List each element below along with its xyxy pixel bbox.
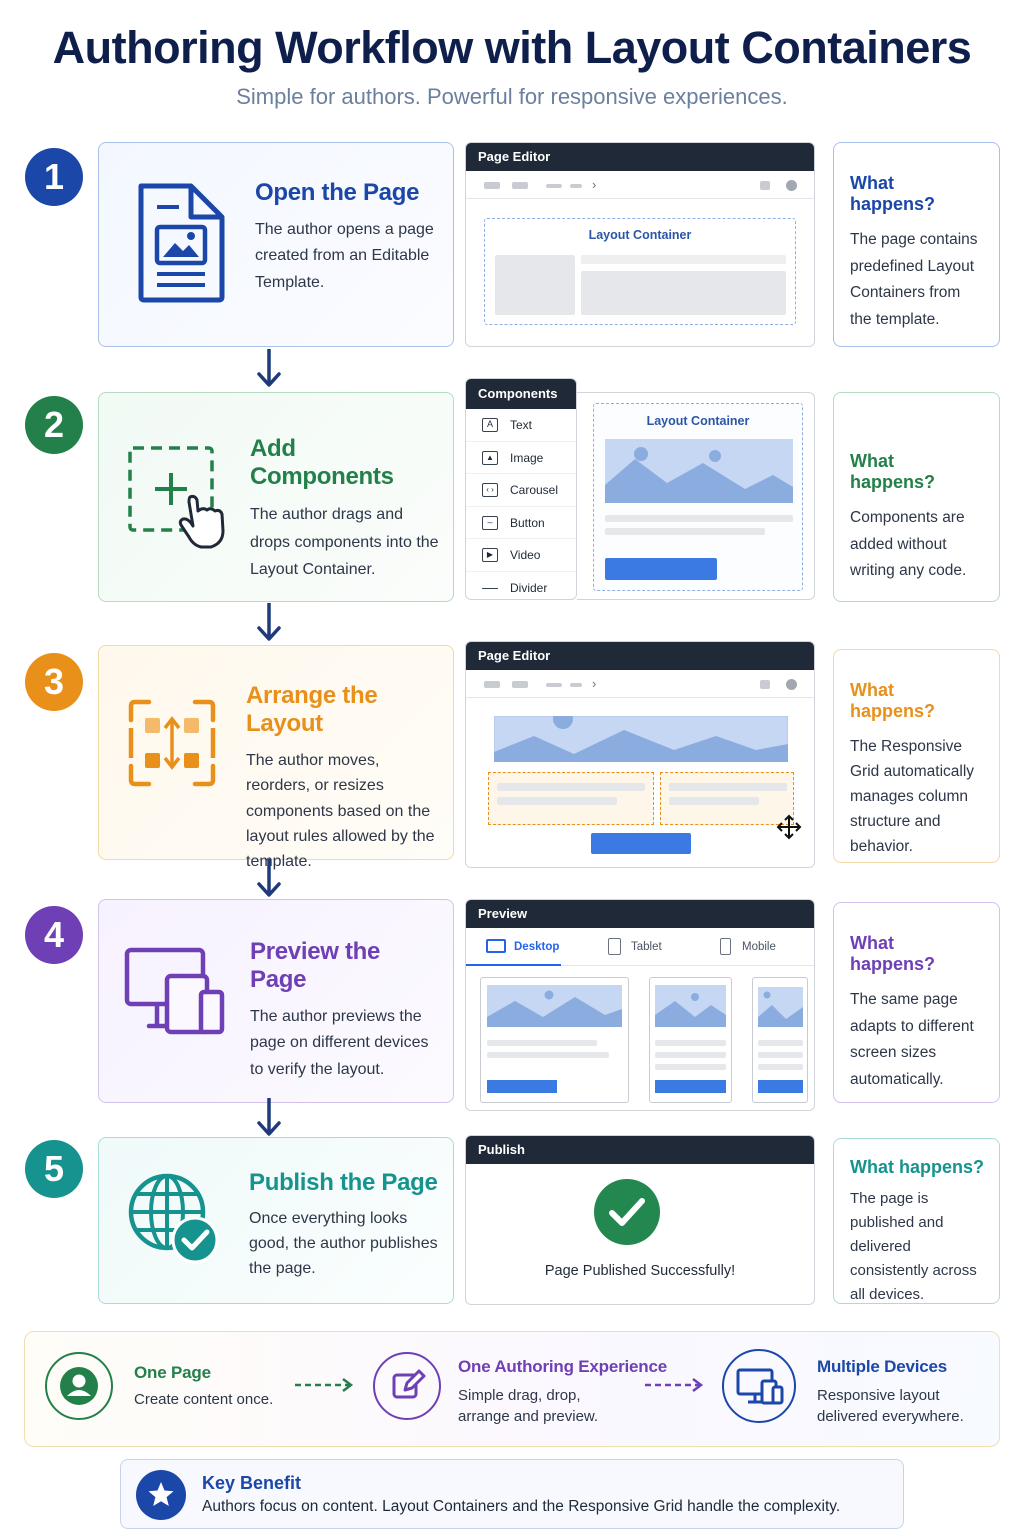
multi-device-icon (722, 1349, 796, 1423)
benefit-title: One Page (134, 1363, 211, 1382)
what-happens-description: The same page adapts to different screen sizes automatically. (850, 991, 974, 1088)
text-icon: A (482, 418, 498, 432)
carousel-icon: ‹ › (482, 483, 498, 497)
down-arrow-icon (256, 601, 282, 643)
success-check-icon (594, 1179, 660, 1245)
panel-title: Preview (466, 900, 814, 928)
what-happens-box (833, 142, 1000, 347)
component-carousel[interactable]: ‹ › Carousel (466, 474, 577, 507)
step-card (98, 1137, 454, 1304)
tablet-preview (649, 977, 732, 1103)
benefit-title: One Authoring Experience (458, 1357, 667, 1376)
benefit-description: Responsive layout delivered everywhere. (817, 1387, 964, 1425)
step-title: Arrange the Layout (246, 682, 378, 737)
publish-message: Page Published Successfully! (544, 1263, 736, 1279)
page-subtitle: Simple for authors. Powerful for responsive experiences. (236, 84, 788, 109)
page-editor-panel (465, 142, 815, 347)
device-tabs (466, 928, 814, 966)
components-list (466, 409, 577, 600)
resizable-column[interactable] (660, 772, 794, 825)
benefit-description: Create content once. (134, 1391, 274, 1408)
step-description: The author drags and drops components into the Layout Container. (250, 506, 439, 579)
globe-check-icon (127, 1172, 219, 1269)
step-number: 3 (25, 653, 83, 711)
tab-desktop[interactable]: Desktop (466, 928, 561, 966)
layout-container-label: Layout Container (588, 228, 692, 242)
tablet-icon (608, 938, 621, 955)
panel-title: Publish (466, 1136, 814, 1164)
benefits-strip (24, 1331, 1000, 1447)
what-happens-title: What happens? (850, 451, 936, 492)
down-arrow-icon (256, 1096, 282, 1138)
tab-mobile[interactable]: Mobile (712, 928, 792, 966)
step-title: Preview the Page (250, 938, 381, 993)
resizable-column[interactable] (488, 772, 654, 825)
step-title: Add Components (250, 435, 394, 490)
step-description: Once everything looks good, the author publishes the page. (249, 1210, 438, 1277)
desktop-preview (480, 977, 629, 1103)
devices-icon (123, 946, 227, 1043)
what-happens-description: Components are added without writing any code. (850, 509, 967, 580)
arrange-icon (127, 698, 217, 793)
step-card (98, 899, 454, 1103)
panel-title: Components (466, 379, 576, 409)
step-number: 5 (25, 1140, 83, 1198)
key-benefit-box (120, 1459, 904, 1529)
step-card (98, 392, 454, 602)
component-image[interactable]: ▲ Image (466, 442, 577, 475)
what-happens-box (833, 1138, 1000, 1304)
step-card (98, 645, 454, 871)
dashed-arrow-icon (643, 1376, 705, 1394)
what-happens-title: What happens? (850, 173, 936, 214)
preview-panel (465, 899, 815, 1111)
component-text[interactable]: A Text (466, 409, 577, 442)
page-title: Authoring Workflow with Layout Containers (52, 22, 972, 73)
editor-toolbar: › (466, 670, 814, 698)
what-happens-box (833, 392, 1000, 602)
components-panel (465, 378, 815, 600)
what-happens-description: The page contains predefined Layout Containers from the template. (850, 231, 978, 328)
step-number: 2 (25, 396, 83, 454)
key-benefit-title: Key Benefit (202, 1473, 302, 1493)
video-icon: ▶ (482, 548, 498, 562)
what-happens-title: What happens? (850, 1157, 984, 1177)
page-editor-panel (465, 641, 815, 868)
panel-title: Page Editor (466, 642, 814, 670)
panel-title: Page Editor (466, 143, 814, 171)
move-cursor-icon (776, 814, 802, 840)
benefit-description: Simple drag, drop, arrange and preview. (458, 1387, 599, 1425)
step-number: 4 (25, 906, 83, 964)
step-number: 1 (25, 148, 83, 206)
key-benefit-description: Authors focus on content. Layout Containers and the Responsive Grid handle the complexity. (202, 1498, 841, 1515)
what-happens-box (833, 902, 1000, 1103)
what-happens-box (833, 649, 1000, 863)
image-icon: ▲ (482, 451, 498, 465)
step-title: Publish the Page (249, 1169, 438, 1196)
button-icon: – (482, 516, 498, 530)
button-placeholder (591, 833, 691, 854)
benefit-title: Multiple Devices (817, 1357, 948, 1376)
component-button[interactable]: – Button (466, 507, 577, 540)
document-image-icon (121, 183, 227, 308)
layout-container[interactable] (593, 403, 803, 591)
mobile-icon (720, 938, 731, 955)
user-icon (45, 1352, 113, 1420)
editor-toolbar: › (466, 171, 814, 199)
what-happens-description: The page is published and delivered consistently across all devices. (850, 1190, 977, 1303)
layout-container[interactable] (484, 218, 796, 325)
what-happens-title: What happens? (850, 680, 936, 721)
what-happens-title: What happens? (850, 933, 936, 974)
tab-tablet[interactable]: Tablet (600, 928, 680, 966)
step-description: The author opens a page created from an Editable Template. (255, 221, 434, 291)
step-title: Open the Page (255, 179, 420, 206)
down-arrow-icon (256, 857, 282, 899)
edit-icon (373, 1352, 441, 1420)
layout-container-label: Layout Container (646, 414, 750, 428)
mobile-preview (752, 977, 808, 1103)
publish-panel (465, 1135, 815, 1305)
component-divider[interactable]: Divider (466, 572, 577, 601)
button-placeholder (605, 558, 717, 580)
step-card (98, 142, 454, 347)
divider-icon (482, 588, 498, 589)
step-description: The author moves, reorders, or resizes components based on the layout rules allowed by the template. (246, 752, 435, 871)
step-description: The author previews the page on different devices to verify the layout. (250, 1008, 429, 1078)
dashed-arrow-icon (293, 1376, 355, 1394)
image-placeholder (605, 439, 793, 503)
drag-add-icon (127, 445, 231, 558)
down-arrow-icon (256, 347, 282, 389)
star-icon (135, 1469, 187, 1521)
desktop-icon (486, 939, 506, 953)
component-video[interactable]: ▶ Video (466, 539, 577, 572)
what-happens-description: The Responsive Grid automatically manages column structure and behavior. (850, 738, 975, 856)
image-placeholder (494, 716, 788, 762)
